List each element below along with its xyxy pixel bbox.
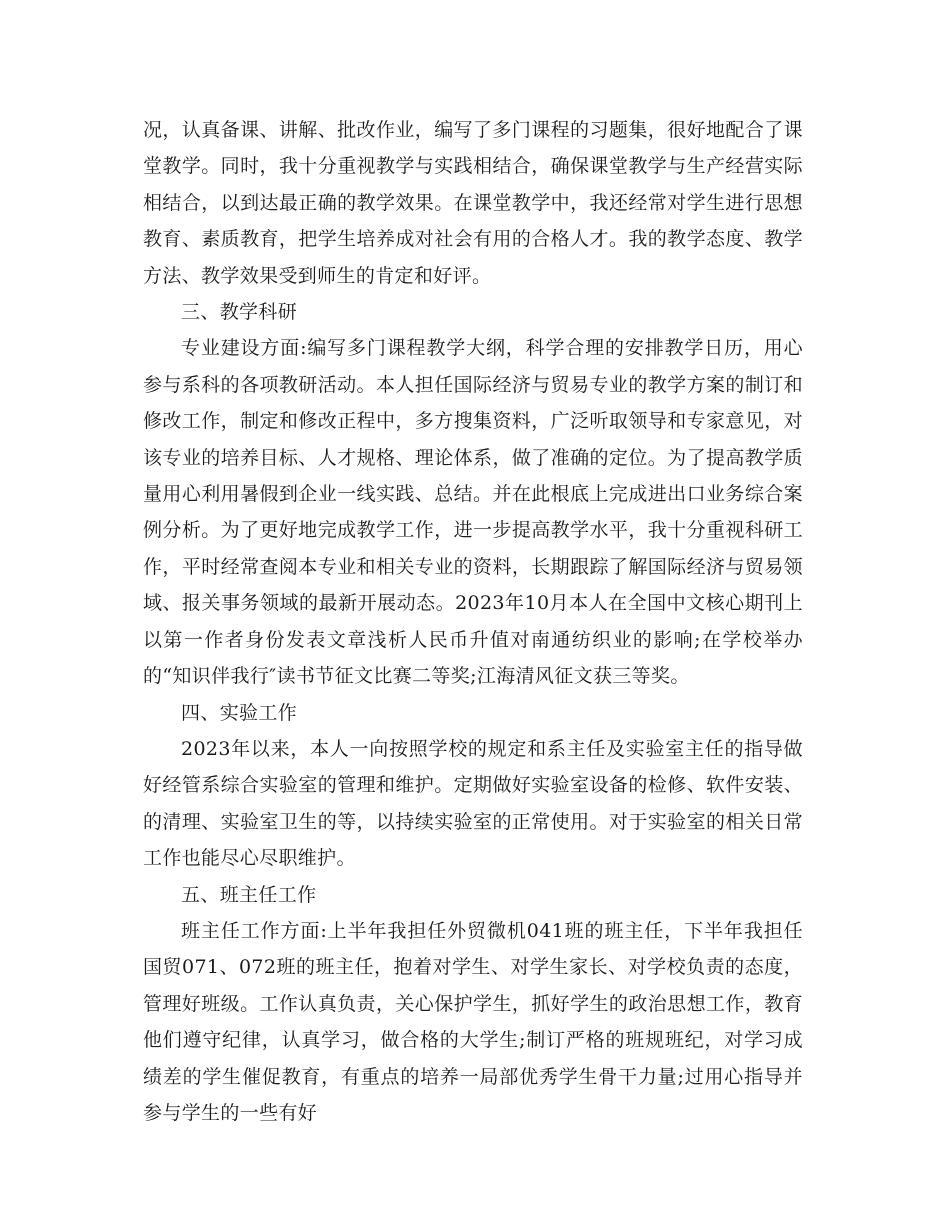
document-page xyxy=(143,112,803,1131)
section-heading-research: 三、教学科研 xyxy=(181,301,298,324)
section-heading-lab: 四、实验工作 xyxy=(181,701,298,724)
paragraph-head-teacher: 班主任工作方面:上半年我担任外贸微机041班的班主任，下半年我担任国贸071、072班的班主任，抱着对学生、对学生家长、对学校负责的态度，管理好班级。工作认真负责，关心保护学生，抓好学生的政治思想工作，教育他们遵守纪律，认真学习，做合格的大学生;制订严格的班规班纪，对学习成绩差的学生催促教育，有重点的培养一局部优秀学生骨干力量;过用心指导并参与学生的一些有好 xyxy=(143,919,803,1124)
section-heading-head-teacher: 五、班主任工作 xyxy=(181,883,317,906)
paragraph-research: 专业建设方面:编写多门课程教学大纲，科学合理的安排教学日历，用心参与系科的各项教研活动。本人担任国际经济与贸易专业的教学方案的制订和修改工作，制定和修改正程中，多方搜集资料，广泛听取领导和专家意见，对该专业的培养目标、人才规格、理论体系，做了准确的定位。为了提高教学质量用心利用暑假到企业一线实践、总结。并在此根底上完成进出口业务综合案例分析。为了更好地完成教学工作，进一步提高教学水平，我十分重视科研工作，平时经常查阅本专业和相关专业的资料，长期跟踪了解国际经济与贸易领域、报关事务领域的最新开展动态。2023年10月本人在全国中文核心期刊上以第一作者身份发表文章浅析人民币升值对南通纺织业的影响;在学校举办的“知识伴我行″读书节征文比赛二等奖;江海清风征文获三等奖。 xyxy=(143,337,803,688)
paragraph-lab: 2023年以来，本人一向按照学校的规定和系主任及实验室主任的指导做好经管系综合实验室的管理和维护。定期做好实验室设备的检修、软件安装、的清理、实验室卫生的等，以持续实验室的正常使用。对于实验室的相关日常工作也能尽心尽职维护。 xyxy=(143,737,803,870)
paragraph-teaching-summary: 况，认真备课、讲解、批改作业，编写了多门课程的习题集，很好地配合了课堂教学。同时，我十分重视教学与实践相结合，确保课堂教学与生产经营实际相结合，以到达最正确的教学效果。在课堂教学中，我还经常对学生进行思想教育、素质教育，把学生培养成对社会有用的合格人才。我的教学态度、教学方法、教学效果受到师生的肯定和好评。 xyxy=(143,119,803,287)
